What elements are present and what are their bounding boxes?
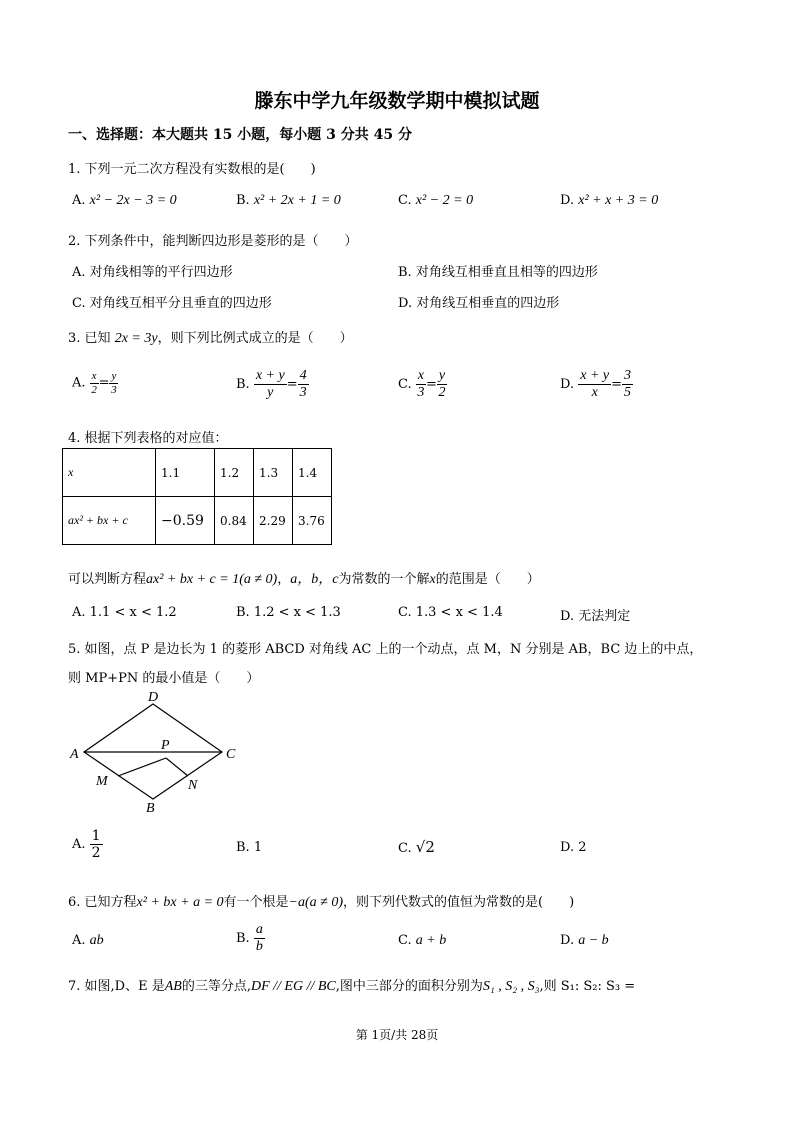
table-cell: 1.3 [254,449,293,497]
q5-option-d: D. 2 [560,840,587,855]
q4-value-table [62,448,332,545]
q1-c-label: C. [398,193,412,208]
q2-option-b: B. 对角线互相垂直且相等的四边形 [398,265,598,280]
label-n: N [188,778,198,793]
q7-post: ,图中三部分的面积分别为 [335,979,483,994]
q4-option-a: A. 1.1 < x < 1.2 [72,605,177,620]
q6-option-d [560,933,609,949]
q6-stem-post: ，则下列代数式的值恒为常数的是( ) [343,895,575,910]
q7-end: ,则 S₁: S₂: S₃ = [539,979,636,994]
table-row [63,449,332,497]
q5-line1: 5. 如图，点 P 是边长为 1 的菱形 ABCD 对角线 AC 上的一个动点，点 M，N 分别是 AB，BC 边上的中点， [68,642,703,657]
q2-option-d: D. 对角线互相垂直的四边形 [398,296,560,311]
segment-mp [118,758,166,776]
q4-judge [68,568,540,588]
q6-stem-pre: 6. 已知方程 [68,895,137,910]
q3-option-d: D. $\frac{x + y}{x}$ = $\frac{3}{5}$ [560,368,632,401]
q4-judge-post: 为常数的一个解 [338,572,430,587]
q1-c-expr: x² − 2 = 0 [415,193,474,208]
q5-option-b: B. 1 [236,840,263,855]
q5-line2: 则 MP+PN 的最小值是（ ） [68,671,260,686]
q3-c-frac1 [416,368,426,401]
q3-c-d2: 2 [438,385,446,401]
q5-c-expr: √2 [415,838,435,856]
table-row [63,497,332,545]
q3-option-b: B. $\frac{x + y}{y}$ = $\frac{4}{3}$ [236,368,307,401]
q4-option-b: B. 1.2 < x < 1.3 [236,605,341,620]
q2-stem: 2. 下列条件中，能判断四边形是菱形的是（ ） [68,234,358,249]
q7-mid: 的三等分点, [181,979,251,994]
q7-ab: AB [164,979,182,994]
table-cell: x [63,449,156,497]
table-cell: 1.1 [156,449,215,497]
table-cell: 3.76 [293,497,332,545]
q3-a-label: A. [72,375,86,391]
segment-pn [166,758,188,776]
q6-a-label: A. [72,933,86,948]
q5-a-frac [90,828,103,861]
q6-d-label: D. [560,933,575,948]
q3-d-n1: x + y [578,368,611,385]
q3-option-c: C. $\frac{x}{3}$ = $\frac{y}{2}$ [398,368,446,401]
q2-option-c: C. 对角线互相平分且垂直的四边形 [72,296,272,311]
q4-stem: 4. 根据下列表格的对应值： [68,431,228,446]
q3-b-n2: 4 [298,368,309,385]
q3-b-d1: y [267,385,274,401]
q5-option-a [72,828,103,861]
q6-stem-mid: 有一个根是 [223,895,289,910]
q5-a-num: 1 [91,828,101,844]
q4-judge-end: 的范围是（ ） [435,572,540,587]
q3-b-d2: 3 [299,385,307,401]
q1-d-label: D. [560,193,575,208]
q4-judge-mid: ， [277,572,291,587]
q3-a-d1: 2 [91,383,97,396]
page-title: 滕东中学九年级数学期中模拟试题 [254,90,540,112]
q3-c-d1: 3 [417,385,425,401]
q3-a-frac2 [109,370,118,396]
q7-stem [68,975,635,995]
table-cell: −0.59 [156,497,215,545]
q4-judge-expr: ax² + bx + c = 1(a ≠ 0) [146,572,278,587]
q1-b-expr: x² + 2x + 1 = 0 [253,193,341,208]
label-b: B [146,801,155,816]
q4-option-c: C. 1.3 < x < 1.4 [398,605,503,620]
q5-option-c [398,838,435,856]
section-heading: 一、选择题：本大题共 15 小题，每小题 3 分共 45 分 [68,127,412,143]
q3-stem-expr: 2x = 3y [114,331,158,346]
q6-a-expr: ab [89,933,104,948]
q3-c-frac2 [437,368,447,401]
q4-judge-pre: 可以判断方程 [68,572,147,587]
q1-b-label: B. [236,193,250,208]
q6-b-den: b [255,939,263,955]
q3-d-label: D. [560,377,575,393]
q3-b-label: B. [236,377,250,393]
label-m: M [96,774,108,789]
q3-d-d1: x [591,385,598,401]
q6-stem-expr: x² + bx + a = 0 [136,895,224,910]
q7-parallel: DF // EG // BC [250,979,336,994]
q2-option-a: A. 对角线相等的平行四边形 [72,265,233,280]
table-cell: 0.84 [215,497,254,545]
q3-a-n1: x [91,370,97,382]
table-cell: 1.2 [215,449,254,497]
q3-c-n1: x [416,368,426,385]
table-cell: ax² + bx + c [63,497,156,545]
q3-option-a: A. $\frac{x}{2}$ = $\frac{y}{3}$ [72,370,117,396]
q4-judge-x: x [429,572,436,587]
q6-stem-expr2: −a(a ≠ 0) [288,895,343,910]
q6-c-expr: a + b [415,933,447,948]
q3-d-frac1 [578,368,611,401]
q5-a-label: A. [72,837,86,853]
label-a: A [70,747,79,762]
q6-b-label: B. [236,931,250,947]
q7-pre: 7. 如图,D、E 是 [68,979,165,994]
q1-d-expr: x² + x + 3 = 0 [578,193,659,208]
q5-rhombus-figure [66,688,256,818]
q1-option-b [236,193,341,209]
label-d: D [148,690,159,705]
q1-a-label: A. [72,193,86,208]
q4-option-d: D. 无法判定 [560,609,631,624]
q6-d-expr: a − b [578,933,609,948]
q3-d-d2: 5 [624,385,632,401]
label-c: C [226,747,236,762]
q6-c-label: C. [398,933,412,948]
q3-a-d2: 3 [111,383,117,396]
q1-option-a [72,193,177,209]
q1-option-d [560,193,658,209]
q3-d-n2: 3 [622,368,633,385]
q5-a-den: 2 [91,845,101,862]
q3-stem [68,327,353,347]
label-p: P [161,738,170,753]
q7-areas: S₁ , S₂ , S₃ [482,979,540,994]
q6-b-frac [254,922,265,955]
q3-b-frac1 [254,368,287,401]
q6-b-num: a [254,922,265,939]
q5-c-label: C. [398,841,412,856]
table-cell: 1.4 [293,449,332,497]
q3-stem-pre: 3. 已知 [68,331,111,346]
q3-a-frac1 [90,370,99,396]
q3-b-frac2 [298,368,309,401]
q3-b-n1: x + y [254,368,287,385]
q3-c-n2: y [437,368,447,385]
q3-c-label: C. [398,377,412,393]
q3-d-frac2 [622,368,633,401]
q6-stem [68,891,574,911]
q4-judge-vars: a，b，c [290,572,339,587]
q6-option-a [72,933,104,949]
q6-option-b [236,922,265,955]
table-cell: 2.29 [254,497,293,545]
q1-option-c [398,193,473,209]
q3-stem-post: ，则下列比例式成立的是（ ） [157,331,353,346]
page-footer: 第 1页/共 28页 [355,1028,439,1042]
q3-a-n2: y [111,370,117,382]
q1-stem: 1. 下列一元二次方程没有实数根的是( ) [68,162,316,177]
q1-a-expr: x² − 2x − 3 = 0 [89,193,177,208]
q6-option-c [398,933,446,949]
